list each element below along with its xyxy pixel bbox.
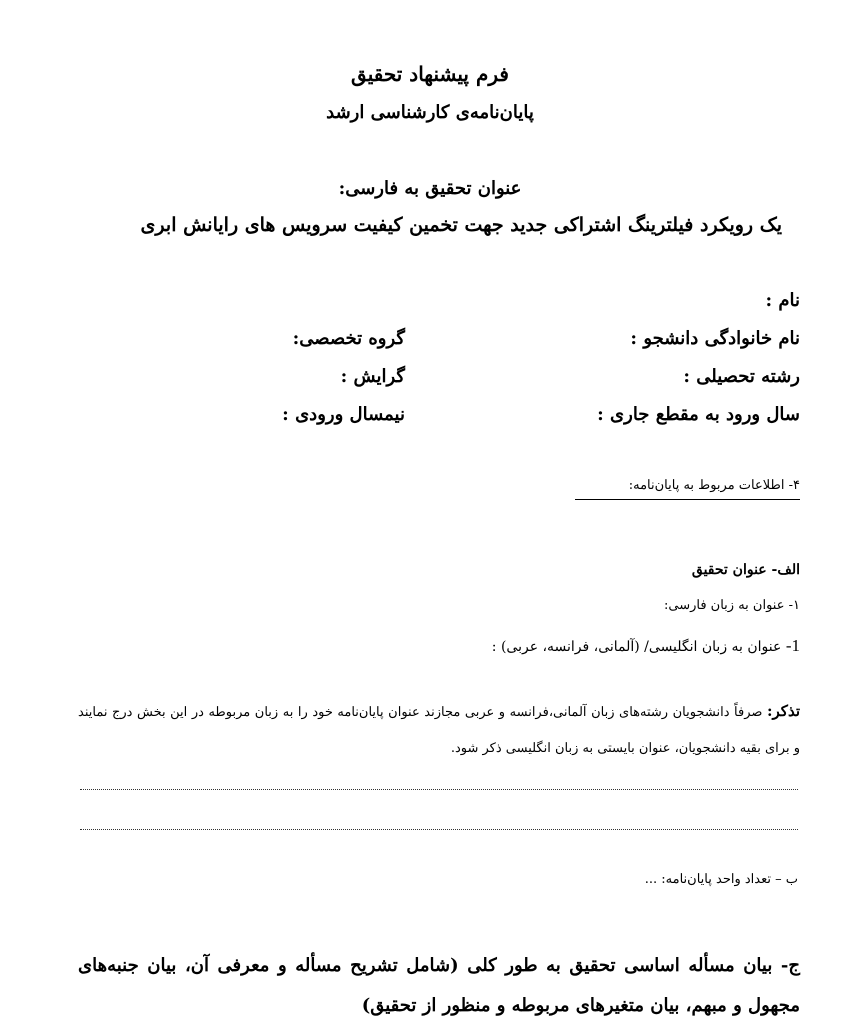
form-subtitle: پایان‌نامه‌ی کارشناسی ارشد [326,102,534,123]
specialized-group-field-label: گروه تخصصی: [292,328,405,349]
research-title-value: یک رویکرد فیلترینگ اشتراکی جدید جهت تخمین کیفیت سرویس های رایانش ابری [140,214,782,236]
dotted-answer-line [80,829,798,830]
english-title-field-label: عنوان به زبان انگلیسی/ (آلمانی، فرانسه، عربی) : [491,639,782,655]
note-text: صرفاً دانشجویان رشته‌های زبان آلمانی،فرانسه و عربی مجازند عنوان پایان‌نامه خود را به زبان مربوطه در این بخش درج نمایند و برای بقیه دانشجویان، عنوان بایستی به زبان انگلیسی ذکر شود. [78,705,800,756]
english-title-field [492,636,800,656]
part-beh-units: ب – تعداد واحد پایان‌نامه: ... [644,872,798,887]
name-field-label: نام : [765,290,800,311]
family-name-field-label: نام خانوادگی دانشجو : [630,328,800,349]
research-title-label: عنوان تحقیق به فارسی: [338,178,522,199]
note-label: تذکر: [766,702,800,720]
section4-heading: ۴- اطلاعات مربوط به پایان‌نامه: [575,478,800,500]
part-alef-heading: الف- عنوان تحقیق [691,562,800,578]
note-paragraph [78,693,800,767]
trend-field-label: گرایش : [340,366,405,387]
form-title: فرم پیشنهاد تحقیق [351,62,509,86]
part-jim-problem-statement: ج- بیان مسأله اساسی تحقیق به طور کلی (شامل تشریح مسأله و معرفی آن، بیان جنبه‌های مجهول و مبهم، بیان متغیرهای مربوطه و منظور از تحقیق) [78,955,800,1016]
entry-year-field-label: سال ورود به مقطع جاری : [597,404,800,425]
english-title-number: 1- [785,636,800,655]
entry-semester-field-label: نیمسال ورودی : [282,404,405,425]
major-field-label: رشته تحصیلی : [683,366,800,387]
persian-title-field-label: ۱- عنوان به زبان فارسی: [663,598,800,613]
dotted-answer-line [80,789,798,790]
